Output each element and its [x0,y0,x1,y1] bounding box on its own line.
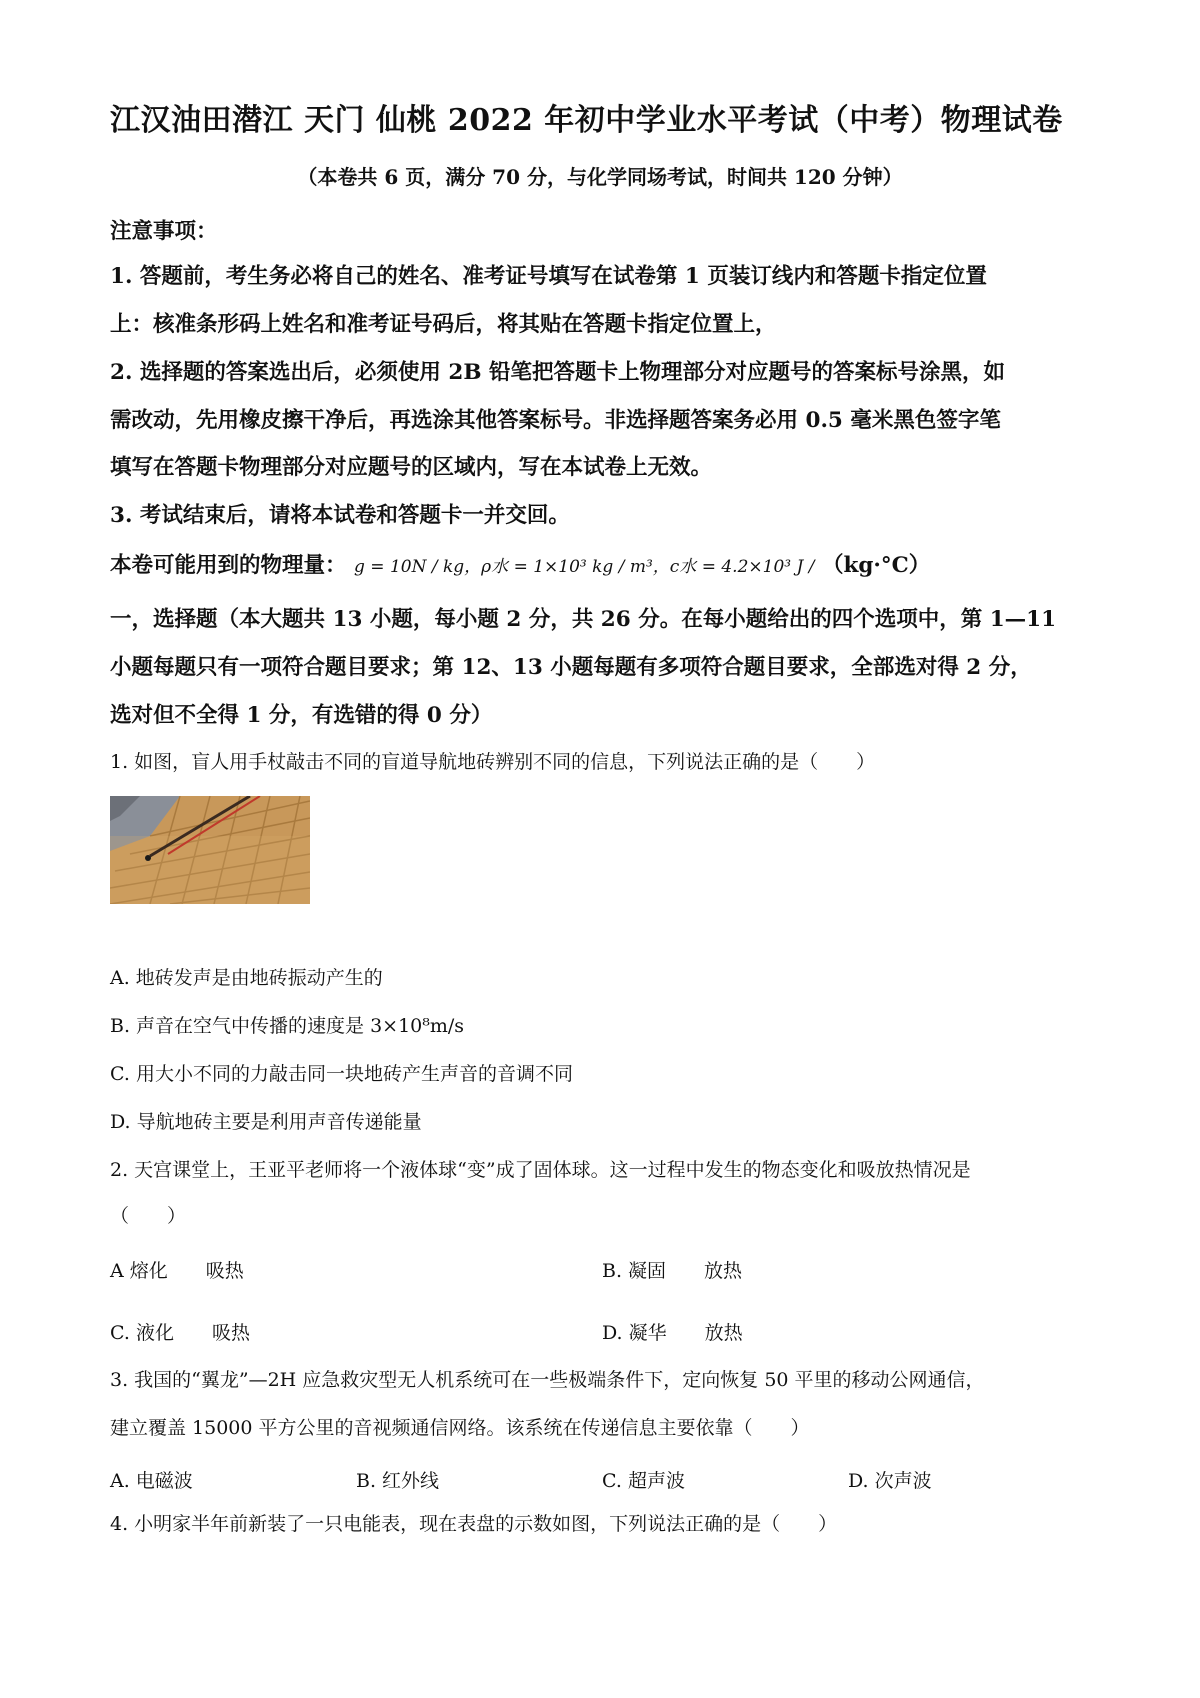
exam-subtitle: （本卷共 6 页，满分 70 分，与化学同场考试，时间共 120 分钟） [297,165,903,189]
section-heading: 小题每题只有一项符合题目要求；第 12、13 小题每题有多项符合题目要求，全部选对得 2 分， [110,655,1032,680]
question-2-option-a: A 熔化 吸热 [110,1260,244,1282]
tiles-illustration [110,796,310,904]
notice-line: 填写在答题卡物理部分对应题号的区域内，写在本试卷上无效。 [110,455,713,480]
question-3-option-c: C. 超声波 [602,1470,685,1492]
constants-formula: g = 10N / kg，ρ水 = 1×10³ kg / m³，c水 = 4.2×10³ J / [354,557,815,577]
question-4-stem: 4. 小明家半年前新装了一只电能表，现在表盘的示数如图，下列说法正确的是（ ） [110,1513,838,1535]
constants-unit: （kg·°C） [821,553,931,578]
question-2-option-d: D. 凝华 放热 [602,1322,743,1344]
question-1-option-a: A. 地砖发声是由地砖振动产生的 [110,967,383,989]
constants-line [110,554,930,578]
question-2-option-c: C. 液化 吸热 [110,1322,250,1344]
question-1-option-d: D. 导航地砖主要是利用声音传递能量 [110,1111,422,1133]
question-1-stem: 1. 如图，盲人用手杖敲击不同的盲道导航地砖辨别不同的信息，下列说法正确的是（ ） [110,751,876,773]
notice-line: 上：核准条形码上姓名和准考证号码后，将其贴在答题卡指定位置上， [110,312,777,337]
constants-label: 本卷可能用到的物理量： [110,553,347,578]
question-3-option-d: D. 次声波 [848,1470,932,1492]
notice-line: 3. 考试结束后，请将本试卷和答题卡一并交回。 [110,503,570,528]
question-2-stem: 2. 天宫课堂上，王亚平老师将一个液体球“变”成了固体球。这一过程中发生的物态变化和吸放热情况是 [110,1159,971,1181]
notice-line: 2. 选择题的答案选出后，必须使用 2B 铅笔把答题卡上物理部分对应题号的答案标号涂黑，如 [110,360,1006,385]
question-1-option-c: C. 用大小不同的力敲击同一块地砖产生声音的音调不同 [110,1063,573,1085]
question-2-option-b: B. 凝固 放热 [602,1260,743,1282]
question-3-stem: 3. 我国的“翼龙”—2H 应急救灾型无人机系统可在一些极端条件下，定向恢复 50 平里的移动公网通信， [110,1369,985,1391]
question-3-option-b: B. 红外线 [356,1470,440,1492]
question-3-stem-cont: 建立覆盖 15000 平方公里的音视频通信网络。该系统在传递信息主要依靠（ ） [110,1417,810,1439]
question-2-stem-cont: （ ） [110,1205,187,1227]
section-heading: 一，选择题（本大题共 13 小题，每小题 2 分，共 26 分。在每小题给出的四个选项中，第 1—11 [110,607,1057,632]
blind-path-tiles-photo [110,796,310,904]
notice-heading: 注意事项： [110,219,218,244]
exam-title: 江汉油田潜江 天门 仙桃 2022 年初中学业水平考试（中考）物理试卷 [110,103,1063,138]
notice-line: 1. 答题前，考生务必将自己的姓名、准考证号填写在试卷第 1 页装订线内和答题卡指定位置 [110,264,987,289]
question-1-option-b: B. 声音在空气中传播的速度是 3×10⁸m/s [110,1015,465,1037]
question-3-option-a: A. 电磁波 [110,1470,193,1492]
notice-line: 需改动，先用橡皮擦干净后，再选涂其他答案标号。非选择题答案务必用 0.5 毫米黑色签字笔 [110,408,1001,433]
section-heading: 选对但不全得 1 分，有选错的得 0 分） [110,703,493,728]
